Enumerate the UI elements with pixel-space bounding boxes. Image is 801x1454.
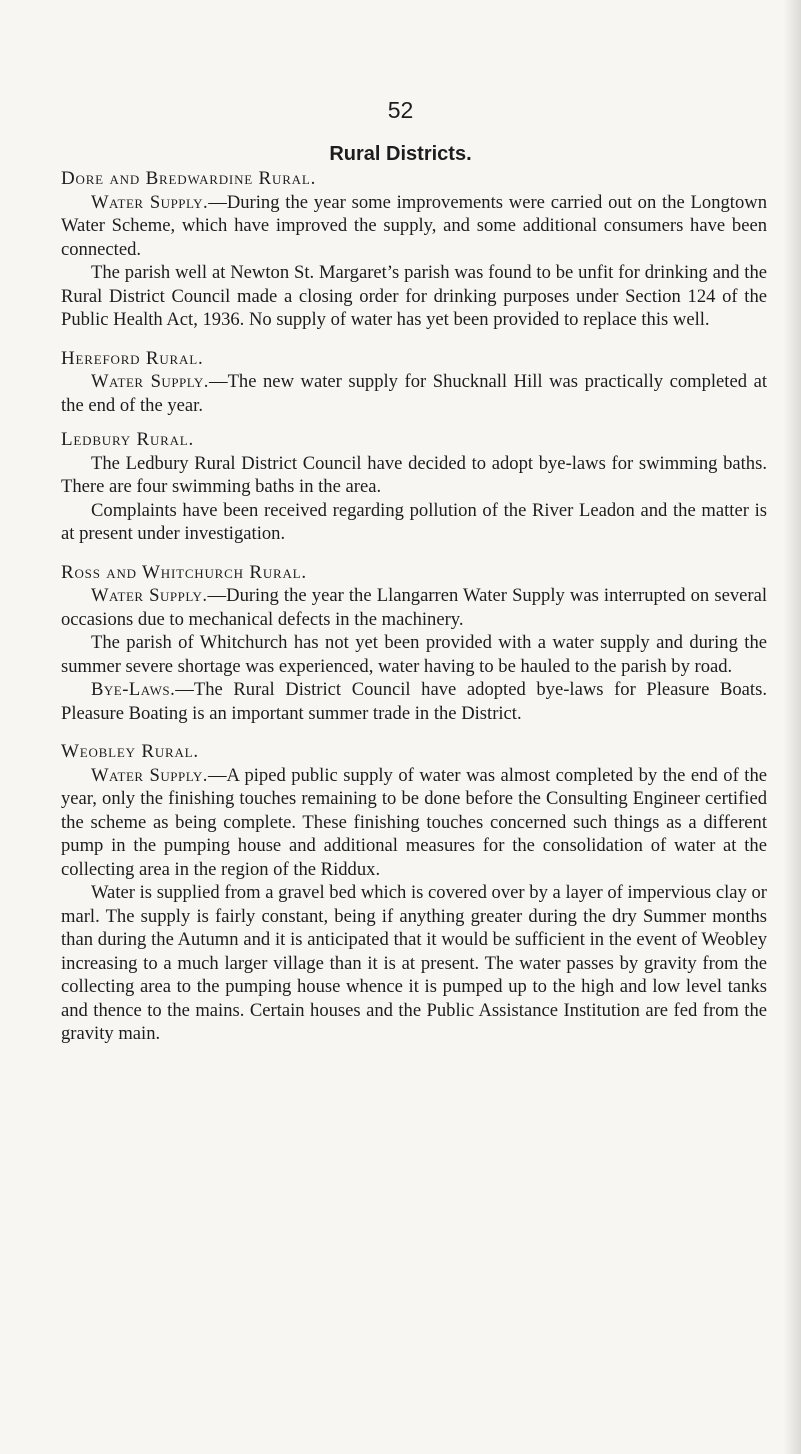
paragraph — [61, 678, 767, 725]
paragraph-text: —The new water supply for Shucknall Hill was practically completed at the end of the year. — [61, 371, 767, 416]
paragraph-text: Complaints have been received regarding pollution of the River Leadon and the matter is at present under investigation. — [61, 499, 767, 544]
run-in-heading: Water Supply. — [91, 764, 208, 786]
document-body — [61, 167, 767, 1046]
section-ross-whitchurch — [61, 561, 767, 726]
paragraph-text: The parish well at Newton St. Margaret’s parish was found to be unfit for drinking and the Rural District Council made a closing order for drinking purposes under Section 124 of the Public Health Act, 1936. No supply of water has yet been provided to replace this well. — [61, 262, 767, 330]
run-in-heading: Water Supply. — [91, 371, 209, 392]
section-dore-bredwardine — [61, 167, 767, 332]
page-edge-shadow — [783, 0, 801, 1454]
section-title: Weobley Rural. — [61, 741, 199, 762]
run-in-heading: Water Supply. — [91, 191, 209, 213]
paragraph-text: —During the year some improvements were carried out on the Longtown Water Scheme, which have improved the supply, and some additional consumers have been connected. — [61, 191, 767, 260]
paragraph-text: The Ledbury Rural District Council have decided to adopt bye-laws for swimming baths. There are four swimming baths in the area. — [61, 452, 767, 497]
paragraph — [61, 881, 767, 1046]
paragraph-text: —During the year the Llangarren Water Supply was interrupted on several occasions due to mechanical defects in the machinery. — [61, 585, 767, 630]
section-title: Hereford Rural. — [61, 347, 204, 369]
section-ledbury — [61, 428, 767, 546]
section-title: Dore and Bredwardine Rural. — [61, 168, 317, 189]
paragraph — [61, 584, 767, 631]
page-heading: Rural Districts. — [329, 143, 472, 165]
paragraph-text: —A piped public supply of water was almost completed by the end of the year, only the finishing touches remaining to be done before the Consulting Engineer certified the scheme as being complete. These finishing touches concerned such things as a different pump in the pumping house and additional measures for the consolidation of water at the collecting area in the region of the Riddux. — [61, 764, 767, 880]
run-in-heading: Bye-Laws. — [91, 679, 176, 700]
page-number: 52 — [387, 97, 414, 123]
paragraph — [61, 499, 767, 546]
paragraph — [61, 261, 767, 332]
paragraph-text: Water is supplied from a gravel bed which is covered over by a layer of impervious clay or marl. The supply is fairly constant, being if anything greater during the dry Summer months than during the Autumn and it is anticipated that it would be sufficient in the event of Weobley increasing to a much larger village than it is at present. The water passes by gravity from the collecting area to the pumping house whence it is pumped up to the high and low level tanks and thence to the mains. Certain houses and the Public Assistance Institution are fed from the gravity main. — [61, 882, 767, 1044]
paragraph — [61, 191, 767, 262]
paragraph — [61, 631, 767, 678]
run-in-heading: Water Supply. — [91, 585, 208, 606]
paragraph-text: The parish of Whitchurch has not yet been provided with a water supply and during the summer severe shortage was experienced, water having to be hauled to the parish by road. — [61, 632, 767, 677]
section-weobley — [61, 740, 767, 1046]
paragraph — [61, 764, 767, 882]
paragraph — [61, 370, 767, 417]
paragraph-text: —The Rural District Council have adopted bye-laws for Pleasure Boats. Pleasure Boating is an important summer trade in the District. — [61, 679, 767, 724]
section-title: Ross and Whitchurch Rural. — [61, 561, 307, 583]
section-hereford — [61, 347, 767, 418]
section-title: Ledbury Rural. — [61, 429, 195, 450]
paragraph — [61, 452, 767, 499]
